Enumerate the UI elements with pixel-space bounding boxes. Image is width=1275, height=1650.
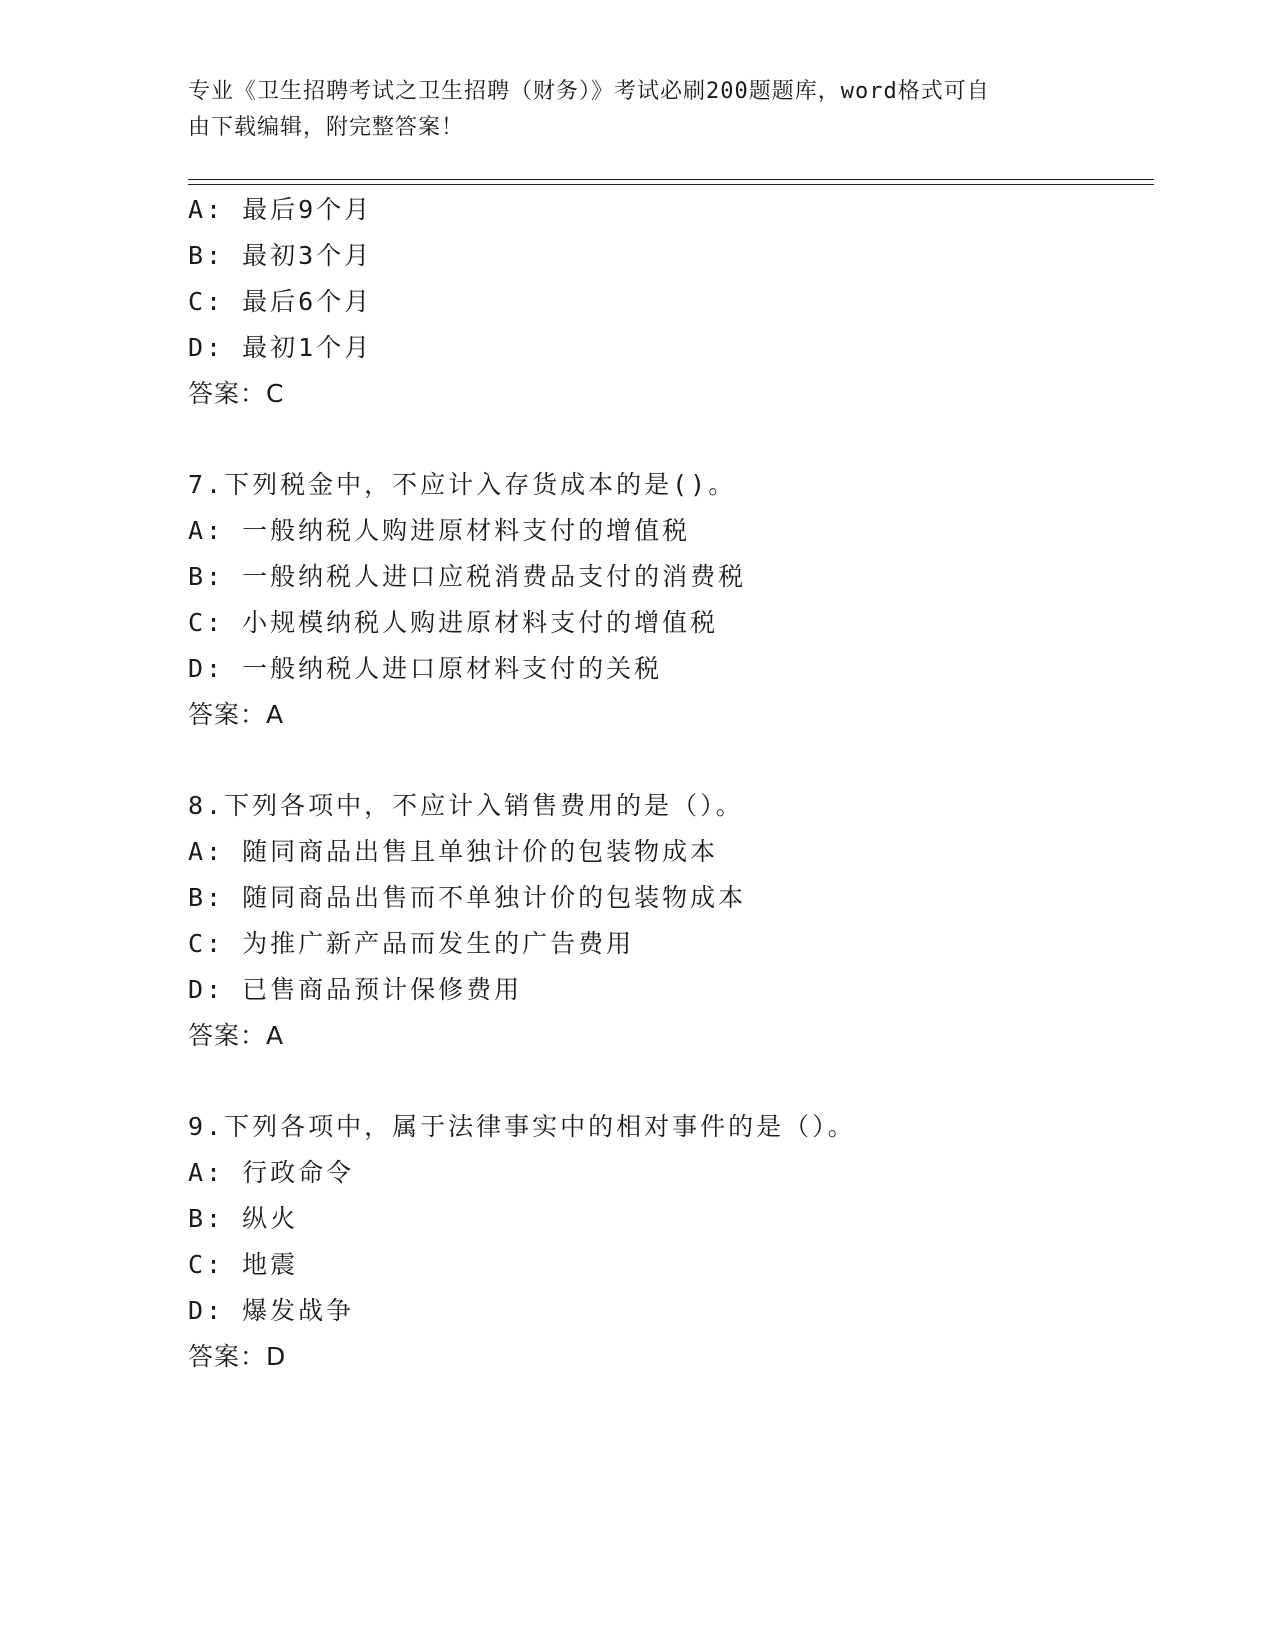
option-c: C: 为推广新产品而发生的广告费用 <box>188 929 635 958</box>
question-7 <box>188 462 1148 738</box>
header-line-2: 由下载编辑，附完整答案！ <box>188 115 465 140</box>
answer-line: 答案：A <box>188 1021 285 1050</box>
spacer <box>188 738 1148 783</box>
document-header <box>188 74 1068 146</box>
question-text: 8.下列各项中，不应计入销售费用的是（）。 <box>188 791 744 820</box>
option-b: B: 一般纳税人进口应税消费品支付的消费税 <box>188 562 747 591</box>
header-rule-top <box>188 179 1154 180</box>
option-c: C: 最后6个月 <box>188 287 373 316</box>
question-list <box>188 187 1148 1380</box>
option-c: C: 小规模纳税人购进原材料支付的增值税 <box>188 608 719 637</box>
option-b: B: 最初3个月 <box>188 241 373 270</box>
spacer <box>188 1059 1148 1104</box>
option-b: B: 纵火 <box>188 1204 299 1233</box>
question-text: 7.下列税金中，不应计入存货成本的是()。 <box>188 470 737 499</box>
option-a: A: 随同商品出售且单独计价的包装物成本 <box>188 837 719 866</box>
spacer <box>188 417 1148 462</box>
option-c: C: 地震 <box>188 1250 299 1279</box>
option-a: A: 一般纳税人购进原材料支付的增值税 <box>188 516 691 545</box>
question-text: 9.下列各项中，属于法律事实中的相对事件的是（）。 <box>188 1112 856 1141</box>
option-d: D: 爆发战争 <box>188 1296 355 1325</box>
header-rule-bottom <box>188 184 1154 185</box>
answer-line: 答案：C <box>188 379 285 408</box>
option-b: B: 随同商品出售而不单独计价的包装物成本 <box>188 883 747 912</box>
option-d: D: 一般纳税人进口原材料支付的关税 <box>188 654 663 683</box>
question-9 <box>188 1104 1148 1380</box>
answer-line: 答案：A <box>188 700 285 729</box>
answer-line: 答案：D <box>188 1342 287 1371</box>
option-d: D: 已售商品预计保修费用 <box>188 975 523 1004</box>
option-a: A: 最后9个月 <box>188 195 373 224</box>
header-line-1: 专业《卫生招聘考试之卫生招聘（财务）》考试必刷200题题库，word格式可自 <box>188 79 990 104</box>
option-a: A: 行政命令 <box>188 1158 355 1187</box>
question-continued <box>188 187 1148 417</box>
question-8 <box>188 783 1148 1059</box>
option-d: D: 最初1个月 <box>188 333 373 362</box>
